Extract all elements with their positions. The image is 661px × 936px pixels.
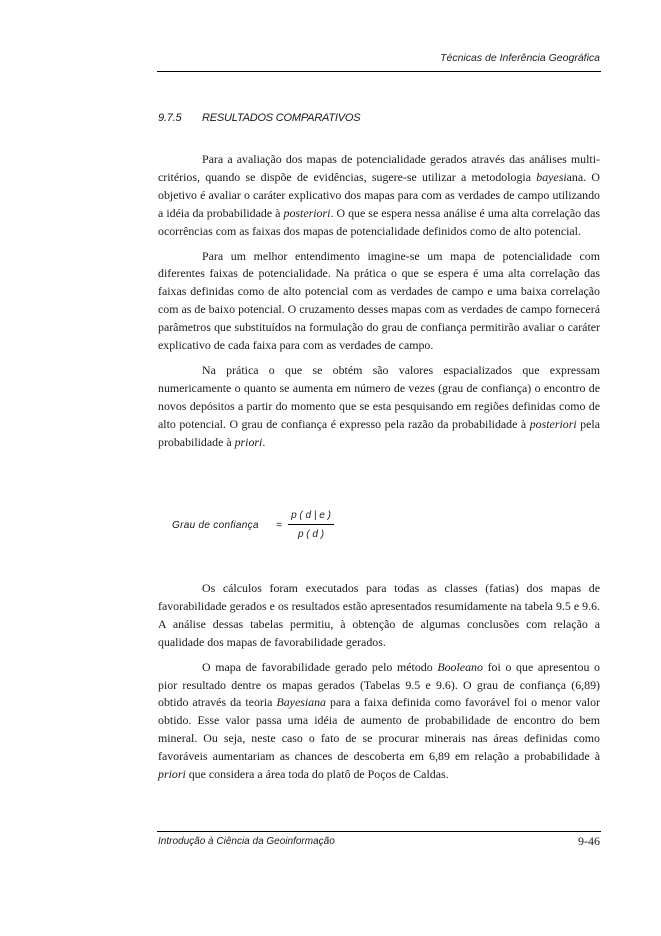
page-number: 9-46: [578, 834, 600, 848]
paragraph: Na prática o que se obtém são valores espacializados que expressam numericamente o quanto se aumenta em número de vezes (grau de confiança) o encontro de novos depósitos a partir do momento que se esta pesquisando em regiões definidas como de alto potencial. O grau de confiança é expresso pela razão da probabilidade à posteriori pela probabilidade à priori.: [158, 362, 600, 449]
body-text-bottom: [158, 580, 600, 791]
section-title: RESULTADOS COMPARATIVOS: [202, 112, 361, 124]
section-number: 9.7.5: [158, 112, 182, 124]
running-footer: Introdução à Ciência da Geoinformação: [158, 836, 335, 847]
formula-numerator: p ( d | e ): [291, 510, 331, 521]
running-header: Técnicas de Inferência Geográfica: [440, 52, 600, 64]
header-rule: [157, 71, 601, 72]
confidence-formula: [172, 508, 412, 552]
fraction-bar: [288, 524, 334, 525]
formula-denominator: p ( d ): [297, 529, 325, 540]
paragraph: O mapa de favorabilidade gerado pelo método Booleano foi o que apresentou o pior resultado dentre os mapas gerados (Tabelas 9.5 e 9.6). O grau de confiança (6,89) obtido através da teoria Bayesiana para a faixa definida como favorável foi o menor valor obtido. Esse valor passa uma idéia de aumento de probabilidade de encontro do bem mineral. Ou seja, neste caso o fato de se procurar minerais nas áreas definidas como favoráveis aumentariam as chances de descoberta em 6,89 em relação a probabilidade à priori que considera a área toda do platô de Poços de Caldas.: [158, 659, 600, 782]
formula-fraction: [288, 510, 334, 540]
section-heading: [158, 112, 600, 124]
paragraph: Para a avaliação dos mapas de potencialidade gerados através das análises multi-critérios, quando se dispõe de evidências, sugere-se utilizar a metodologia bayesiana. O objetivo é avaliar o caráter explicativo dos mapas para com as verdades de campo utilizando a idéia da probabilidade à posteriori. O que se espera nessa análise é uma alta correlação das ocorrências com as faixas dos mapas de potencialidade definidos como de alto potencial.: [158, 152, 601, 238]
formula-equals: =: [276, 520, 282, 531]
body-text-top: [158, 151, 600, 459]
formula-lhs: Grau de confiança: [172, 520, 259, 531]
footer-rule: [157, 831, 601, 832]
paragraph: Para um melhor entendimento imagine-se um mapa de potencialidade com diferentes faixas de potencialidade. Na prática o que se espera é uma alta correlação das faixas definidas como de alto potencial com as verdades de campo e uma baixa correlação com as de baixo potencial. O cruzamento desses mapas com as verdades de campo fornecerá parâmetros que substituídos na formulação do grau de confiança permitirão avaliar o caráter explicativo de cada faixa para com as verdades de campo.: [158, 248, 600, 353]
paragraph: Os cálculos foram executados para todas as classes (fatias) dos mapas de favorabilidade gerados e os resultados estão apresentados resumidamente na tabela 9.5 e 9.6. A análise dessas tabelas permitiu, à obtenção de algumas conclusões com relação a qualidade dos mapas de favorabilidade gerados.: [158, 581, 600, 649]
